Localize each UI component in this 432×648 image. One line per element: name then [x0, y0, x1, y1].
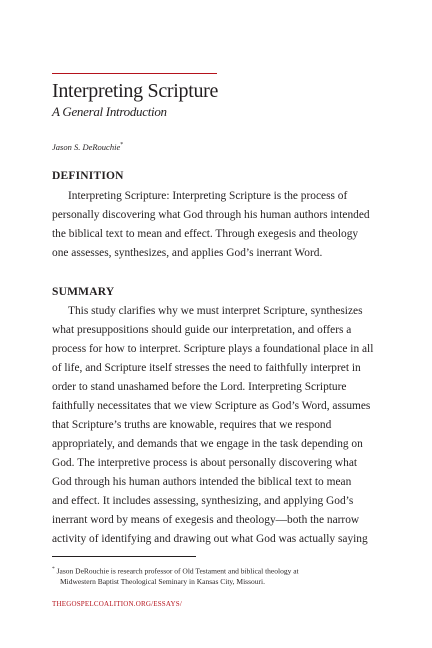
definition-line: personally discovering what God through his human authors intended [52, 209, 370, 221]
summary-line: of life, and Scripture itself stresses the need to faithfully interpret in [52, 362, 361, 374]
footnote-line: Midwestern Baptist Theological Seminary in Kansas City, Missouri. [60, 577, 265, 586]
summary-line: inerrant word by means of exegesis and theology—both the narrow [52, 514, 360, 526]
summary-line: activity of identifying and drawing out what God was actually saying [52, 533, 368, 545]
summary-line: God through his human authors intended the biblical text to mean [52, 476, 352, 488]
footnote-marker: * [52, 566, 55, 572]
footnote-line [52, 566, 299, 576]
footnote-text: Jason DeRouchie is research professor of Old Testament and biblical theology at [56, 566, 299, 576]
summary-line: that Scripture’s truths are knowable, requires that we respond [52, 419, 332, 431]
page-subtitle: A General Introduction [52, 104, 167, 119]
summary-line: faithfully necessitates that we view Scripture as God’s Word, assumes [52, 400, 371, 412]
author-footnote-marker: * [120, 142, 124, 149]
summary-line: appropriately, and demands that we engage in the task depending on [52, 438, 363, 450]
page-title: Interpreting Scripture [52, 80, 219, 102]
summary-line: This study clarifies why we must interpret Scripture, synthesizes [68, 305, 363, 317]
summary-line: process for how to interpret. Scripture plays a foundational place in all [52, 343, 374, 355]
summary-line: and effect. It includes assessing, synthesizing, and applying God’s [52, 495, 354, 507]
author-name: Jason S. DeRouchie [52, 142, 121, 152]
summary-line: order to stand unashamed before the Lord. Interpreting Scripture [52, 381, 347, 393]
site-url-link[interactable]: THEGOSPELCOALITION.ORG/ESSAYS/ [52, 600, 183, 608]
author-byline [52, 142, 123, 152]
definition-line: the biblical text to mean and effect. Through exegesis and theology [52, 228, 359, 240]
summary-heading: SUMMARY [52, 286, 115, 298]
definition-line: Interpreting Scripture: Interpreting Scripture is the process of [68, 190, 348, 202]
definition-heading: DEFINITION [52, 170, 124, 182]
summary-line: what presuppositions should guide our interpretation, and offers a [52, 324, 352, 336]
title-rule [52, 73, 217, 74]
footnote-rule [52, 556, 196, 557]
summary-line: God. The interpretive process is about personally discovering what [52, 457, 358, 469]
definition-line: one assesses, synthesizes, and applies God’s inerrant Word. [52, 247, 323, 259]
